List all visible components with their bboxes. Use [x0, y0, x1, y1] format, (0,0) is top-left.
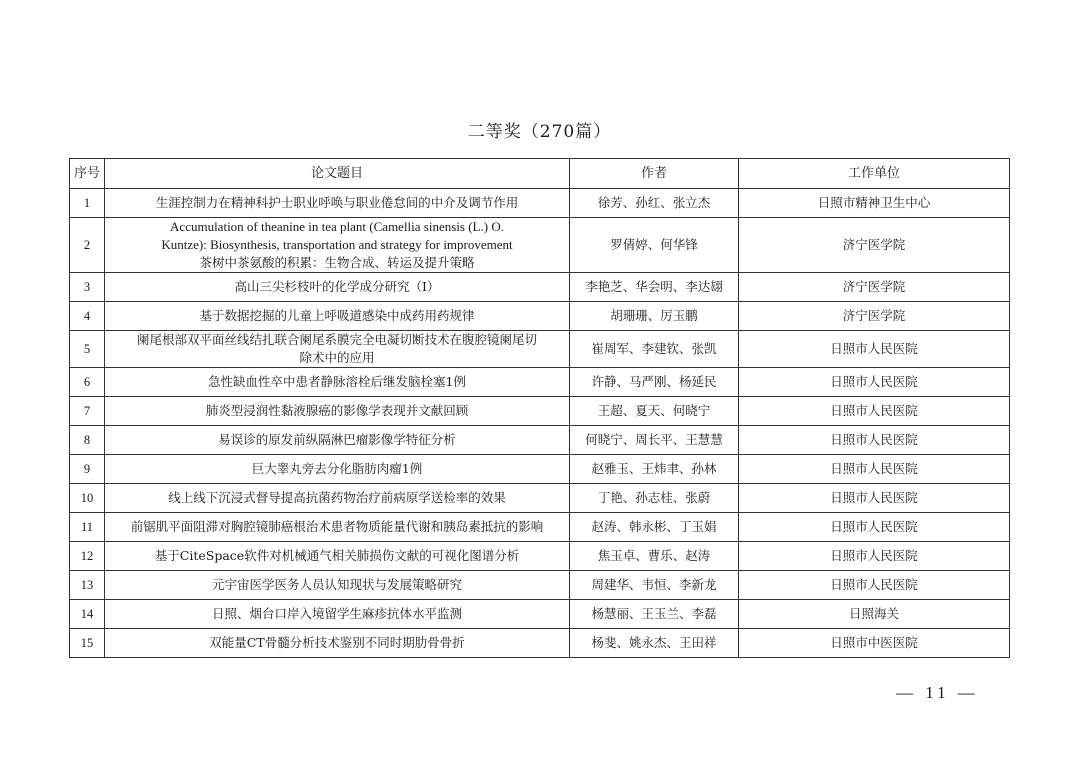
table-row — [70, 426, 1010, 455]
paper-title-line: 茶树中茶氨酸的积累：生物合成、转运及提升策略 — [199, 255, 475, 270]
paper-title — [105, 302, 570, 331]
paper-title-line: 生涯控制力在精神科护士职业呼唤与职业倦怠间的中介及调节作用 — [155, 195, 519, 210]
paper-title-line: 急性缺血性卒中患者静脉溶栓后继发脑栓塞1例 — [208, 374, 466, 389]
paper-authors: 许静、马严刚、杨延民 — [570, 368, 739, 397]
work-unit: 济宁医学院 — [739, 302, 1010, 331]
table-row — [70, 189, 1010, 218]
table-row — [70, 484, 1010, 513]
paper-authors: 杨斐、姚永杰、王田祥 — [570, 629, 739, 658]
work-unit: 日照市人民医院 — [739, 513, 1010, 542]
work-unit: 日照市人民医院 — [739, 426, 1010, 455]
table-row — [70, 542, 1010, 571]
header-author: 作者 — [570, 159, 739, 189]
table-row — [70, 571, 1010, 600]
table-row — [70, 331, 1010, 368]
row-number: 5 — [70, 331, 105, 368]
paper-authors: 王超、夏天、何晓宁 — [570, 397, 739, 426]
paper-title — [105, 600, 570, 629]
paper-title — [105, 542, 570, 571]
paper-title — [105, 484, 570, 513]
paper-title-line: 双能量CT骨髓分析技术鉴别不同时期肋骨骨折 — [209, 635, 465, 650]
paper-title — [105, 571, 570, 600]
table-row — [70, 368, 1010, 397]
paper-title — [105, 189, 570, 218]
row-number: 7 — [70, 397, 105, 426]
row-number: 3 — [70, 273, 105, 302]
paper-authors: 何晓宁、周长平、王慧慧 — [570, 426, 739, 455]
paper-title-line: 前锯肌平面阻滞对胸腔镜肺癌根治术患者物质能量代谢和胰岛素抵抗的影响 — [130, 519, 544, 534]
paper-title — [105, 273, 570, 302]
paper-authors: 杨慧丽、王玉兰、李磊 — [570, 600, 739, 629]
paper-title-line: 巨大睾丸旁去分化脂肪肉瘤1例 — [251, 461, 423, 476]
work-unit: 日照市中医医院 — [739, 629, 1010, 658]
table-row — [70, 455, 1010, 484]
paper-title-line: 肺炎型浸润性黏液腺癌的影像学表现并文献回顾 — [205, 403, 469, 418]
paper-title-line: 日照、烟台口岸入境留学生麻疹抗体水平监测 — [211, 606, 462, 621]
work-unit: 日照市人民医院 — [739, 368, 1010, 397]
paper-title-line: 基于数据挖掘的儿童上呼吸道感染中成药用药规律 — [199, 308, 475, 323]
table-row — [70, 600, 1010, 629]
work-unit: 日照市人民医院 — [739, 455, 1010, 484]
header-no: 序号 — [70, 159, 105, 189]
paper-title-line: Kuntze): Biosynthesis, transportation and strategy for improvement — [161, 237, 513, 252]
work-unit: 日照海关 — [739, 600, 1010, 629]
paper-authors: 崔周军、李建钦、张凯 — [570, 331, 739, 368]
paper-authors: 罗倩婷、何华锋 — [570, 218, 739, 273]
table-row — [70, 302, 1010, 331]
row-number: 12 — [70, 542, 105, 571]
row-number: 14 — [70, 600, 105, 629]
section-title: 二等奖（270篇） — [467, 122, 612, 142]
header-unit: 工作单位 — [739, 159, 1010, 189]
work-unit: 济宁医学院 — [739, 273, 1010, 302]
row-number: 8 — [70, 426, 105, 455]
paper-authors: 赵涛、韩永彬、丁玉娟 — [570, 513, 739, 542]
awards-table — [69, 158, 1010, 658]
paper-title-line: 线上线下沉浸式督导提高抗菌药物治疗前病原学送检率的效果 — [168, 490, 506, 505]
row-number: 11 — [70, 513, 105, 542]
page-number: — 11 — — [896, 683, 979, 702]
paper-title — [105, 218, 570, 273]
row-number: 9 — [70, 455, 105, 484]
table-header-row — [70, 159, 1010, 189]
paper-authors: 李艳芝、华会明、李达翃 — [570, 273, 739, 302]
paper-authors: 丁艳、孙志桂、张蔚 — [570, 484, 739, 513]
work-unit: 日照市人民医院 — [739, 397, 1010, 426]
row-number: 1 — [70, 189, 105, 218]
table-row — [70, 513, 1010, 542]
paper-title — [105, 629, 570, 658]
paper-title-line: Accumulation of theanine in tea plant (Camellia sinensis (L.) O. — [170, 219, 504, 234]
work-unit: 日照市人民医院 — [739, 484, 1010, 513]
work-unit: 日照市人民医院 — [739, 571, 1010, 600]
paper-title — [105, 331, 570, 368]
paper-title — [105, 455, 570, 484]
row-number: 13 — [70, 571, 105, 600]
row-number: 10 — [70, 484, 105, 513]
paper-authors: 赵雅玉、王炜聿、孙林 — [570, 455, 739, 484]
row-number: 2 — [70, 218, 105, 273]
table-row — [70, 397, 1010, 426]
work-unit: 济宁医学院 — [739, 218, 1010, 273]
row-number: 6 — [70, 368, 105, 397]
table-row — [70, 273, 1010, 302]
paper-authors: 周建华、韦恒、李新龙 — [570, 571, 739, 600]
table-body — [70, 189, 1010, 658]
row-number: 15 — [70, 629, 105, 658]
paper-title-line: 高山三尖杉枝叶的化学成分研究（I） — [234, 279, 440, 294]
table-row — [70, 218, 1010, 273]
paper-title — [105, 513, 570, 542]
paper-authors: 焦玉卓、曹乐、赵涛 — [570, 542, 739, 571]
paper-title-line: 易误诊的原发前纵隔淋巴瘤影像学特征分析 — [218, 432, 456, 447]
paper-title — [105, 426, 570, 455]
paper-title-line: 元宇宙医学医务人员认知现状与发展策略研究 — [211, 577, 462, 592]
work-unit: 日照市精神卫生中心 — [739, 189, 1010, 218]
paper-authors: 徐芳、孙红、张立杰 — [570, 189, 739, 218]
header-title: 论文题目 — [105, 159, 570, 189]
paper-title-line: 除术中的应用 — [299, 350, 375, 365]
paper-title — [105, 397, 570, 426]
table-row — [70, 629, 1010, 658]
row-number: 4 — [70, 302, 105, 331]
paper-title — [105, 368, 570, 397]
work-unit: 日照市人民医院 — [739, 331, 1010, 368]
paper-title-line: 基于CiteSpace软件对机械通气相关肺损伤文献的可视化图谱分析 — [154, 548, 520, 563]
work-unit: 日照市人民医院 — [739, 542, 1010, 571]
paper-title-line: 阑尾根部双平面丝线结扎联合阑尾系膜完全电凝切断技术在腹腔镜阑尾切 — [136, 332, 537, 347]
paper-authors: 胡珊珊、厉玉鹏 — [570, 302, 739, 331]
